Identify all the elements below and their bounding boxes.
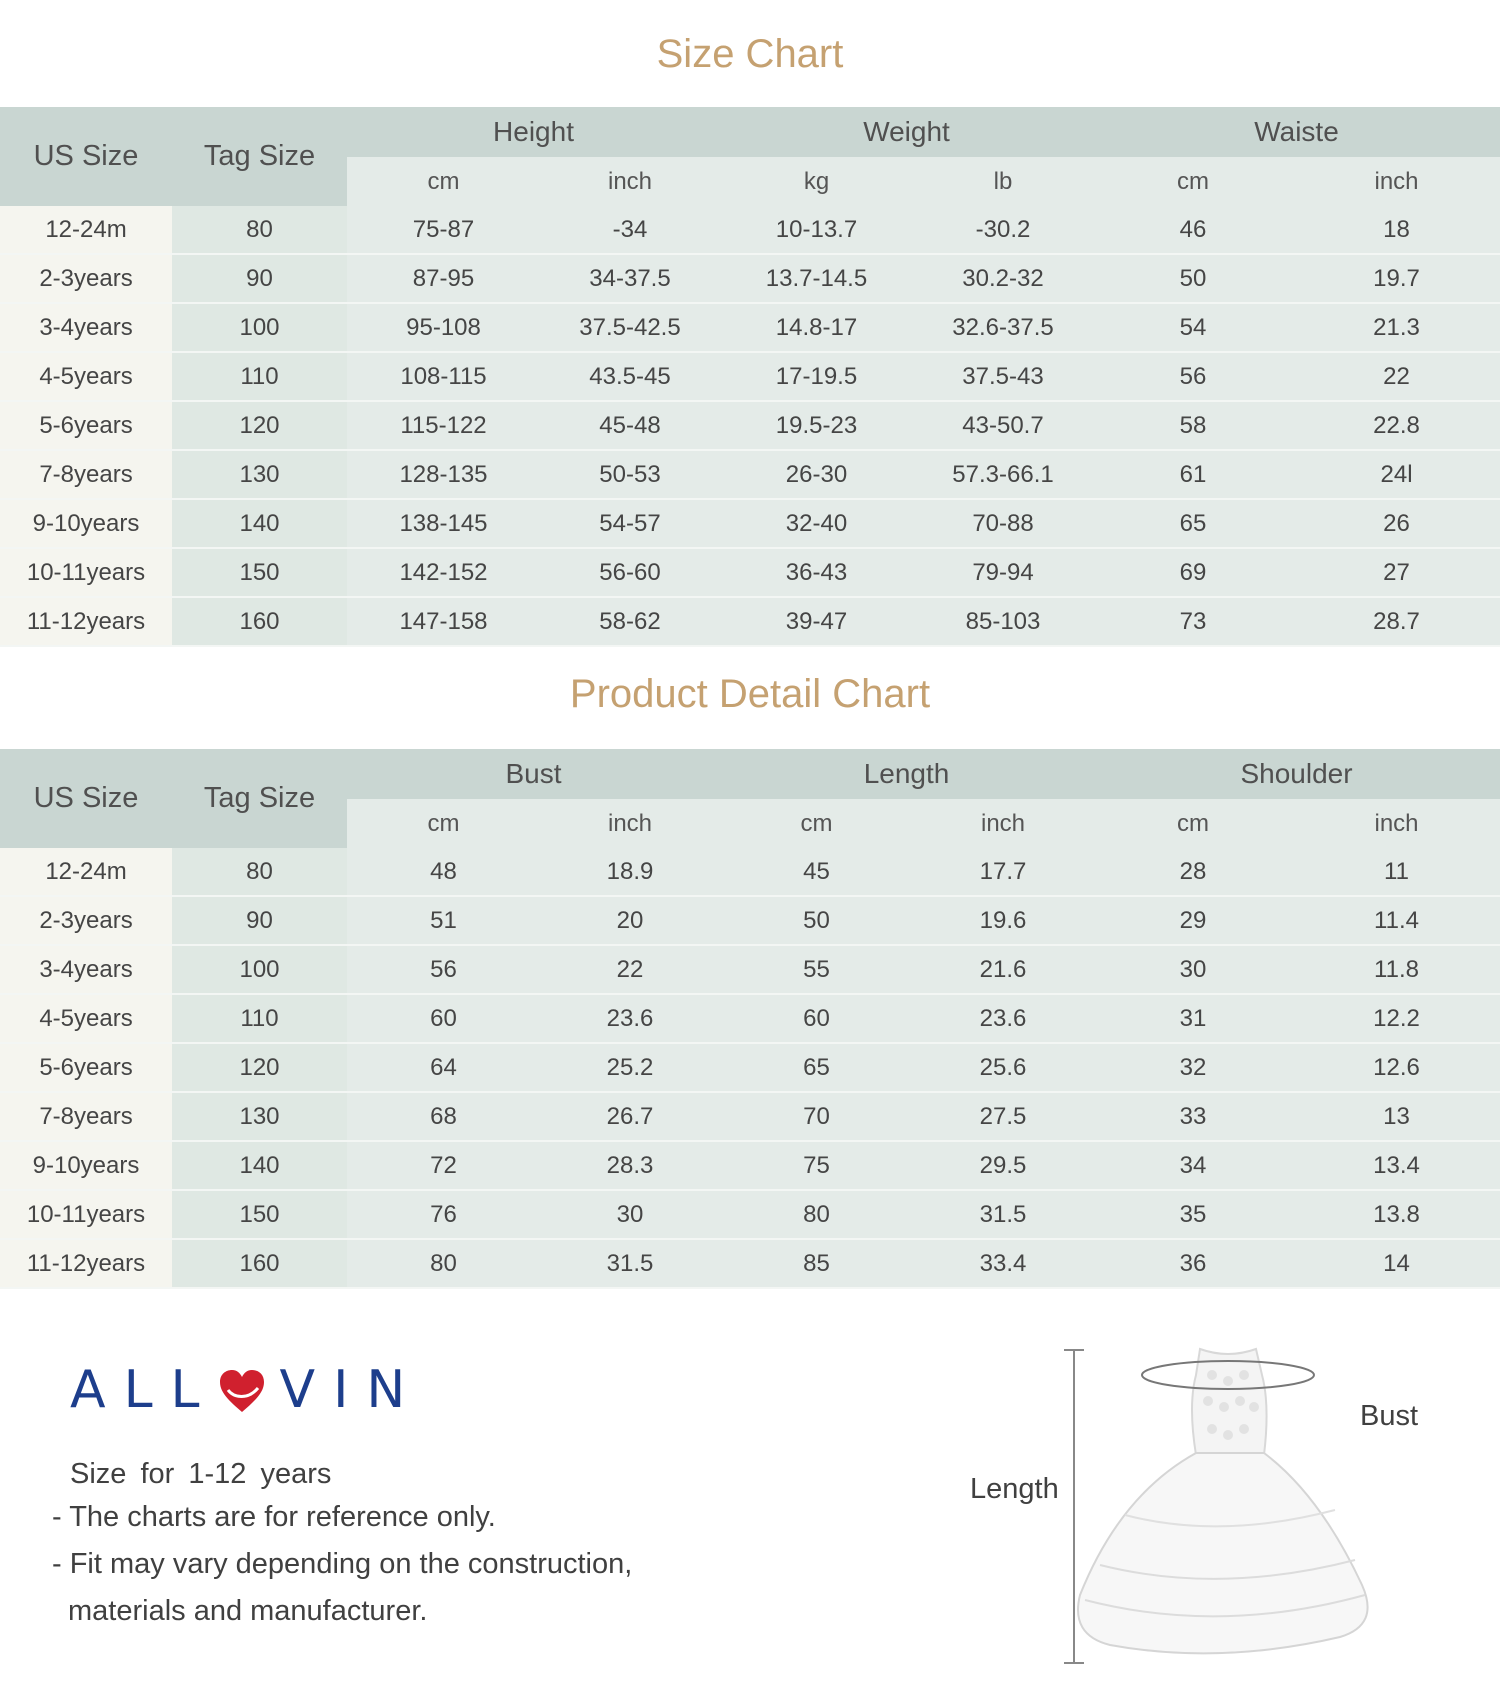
value-cell: 45 <box>720 848 913 896</box>
value-cell: 79-94 <box>913 548 1093 597</box>
table-row <box>0 499 1500 548</box>
us-size-header: US Size <box>0 107 172 206</box>
value-cell: 54-57 <box>540 499 720 548</box>
height-header: Height <box>347 107 720 157</box>
value-cell: 17-19.5 <box>720 352 913 401</box>
tag-size-cell: 120 <box>172 401 347 450</box>
value-cell: 147-158 <box>347 597 540 646</box>
value-cell: 73 <box>1093 597 1293 646</box>
fit-note: - Fit may vary depending on the construction, <box>52 1548 633 1580</box>
value-cell: 28 <box>1093 848 1293 896</box>
value-cell: 128-135 <box>347 450 540 499</box>
us-size-cell: 4-5years <box>0 352 172 401</box>
value-cell: 17.7 <box>913 848 1093 896</box>
table-row <box>0 1239 1500 1288</box>
size-chart-table <box>0 107 1500 647</box>
table-row <box>0 206 1500 254</box>
tag-size-cell: 100 <box>172 303 347 352</box>
us-size-cell: 3-4years <box>0 303 172 352</box>
value-cell: 27 <box>1293 548 1500 597</box>
us-size-cell: 11-12years <box>0 1239 172 1288</box>
product-detail-table <box>0 749 1500 1289</box>
value-cell: 60 <box>347 994 540 1043</box>
unit-header: kg <box>720 157 913 206</box>
value-cell: -30.2 <box>913 206 1093 254</box>
value-cell: 80 <box>347 1239 540 1288</box>
value-cell: 13.8 <box>1293 1190 1500 1239</box>
value-cell: 65 <box>720 1043 913 1092</box>
table-row <box>0 548 1500 597</box>
value-cell: 11.4 <box>1293 896 1500 945</box>
value-cell: 58-62 <box>540 597 720 646</box>
value-cell: 33.4 <box>913 1239 1093 1288</box>
tag-size-cell: 140 <box>172 499 347 548</box>
value-cell: 70 <box>720 1092 913 1141</box>
value-cell: 115-122 <box>347 401 540 450</box>
value-cell: 28.3 <box>540 1141 720 1190</box>
unit-header: inch <box>1293 157 1500 206</box>
value-cell: 31.5 <box>540 1239 720 1288</box>
value-cell: 30 <box>1093 945 1293 994</box>
value-cell: 75-87 <box>347 206 540 254</box>
heart-icon <box>218 1367 266 1413</box>
value-cell: 60 <box>720 994 913 1043</box>
us-size-cell: 4-5years <box>0 994 172 1043</box>
value-cell: 56-60 <box>540 548 720 597</box>
value-cell: 32.6-37.5 <box>913 303 1093 352</box>
value-cell: 48 <box>347 848 540 896</box>
tag-size-cell: 120 <box>172 1043 347 1092</box>
value-cell: 11 <box>1293 848 1500 896</box>
tag-size-header: Tag Size <box>172 749 347 848</box>
size-chart-title: Size Chart <box>656 32 844 76</box>
us-size-cell: 9-10years <box>0 499 172 548</box>
us-size-cell: 7-8years <box>0 450 172 499</box>
table-row <box>0 848 1500 896</box>
value-cell: 39-47 <box>720 597 913 646</box>
value-cell: 31 <box>1093 994 1293 1043</box>
value-cell: 27.5 <box>913 1092 1093 1141</box>
value-cell: 29.5 <box>913 1141 1093 1190</box>
us-size-cell: 11-12years <box>0 597 172 646</box>
table-row <box>0 303 1500 352</box>
value-cell: 14 <box>1293 1239 1500 1288</box>
us-size-cell: 2-3years <box>0 896 172 945</box>
value-cell: 68 <box>347 1092 540 1141</box>
value-cell: 69 <box>1093 548 1293 597</box>
size-notes <box>52 1458 632 1642</box>
value-cell: 64 <box>347 1043 540 1092</box>
value-cell: 95-108 <box>347 303 540 352</box>
value-cell: 72 <box>347 1141 540 1190</box>
value-cell: 26.7 <box>540 1092 720 1141</box>
value-cell: 13.4 <box>1293 1141 1500 1190</box>
value-cell: 58 <box>1093 401 1293 450</box>
value-cell: 76 <box>347 1190 540 1239</box>
value-cell: 142-152 <box>347 548 540 597</box>
tag-size-cell: 110 <box>172 352 347 401</box>
allovin-logo <box>70 1360 423 1420</box>
value-cell: 23.6 <box>540 994 720 1043</box>
value-cell: 65 <box>1093 499 1293 548</box>
value-cell: 75 <box>720 1141 913 1190</box>
unit-header: cm <box>347 799 540 848</box>
value-cell: 21.6 <box>913 945 1093 994</box>
value-cell: 21.3 <box>1293 303 1500 352</box>
reference-note: - The charts are for reference only. <box>52 1501 496 1533</box>
us-size-cell: 12-24m <box>0 848 172 896</box>
value-cell: 30.2-32 <box>913 254 1093 303</box>
table-row <box>0 254 1500 303</box>
unit-header: cm <box>1093 799 1293 848</box>
value-cell: 18.9 <box>540 848 720 896</box>
value-cell: 34-37.5 <box>540 254 720 303</box>
value-cell: 25.2 <box>540 1043 720 1092</box>
shoulder-header: Shoulder <box>1093 749 1500 799</box>
value-cell: 37.5-42.5 <box>540 303 720 352</box>
value-cell: 56 <box>1093 352 1293 401</box>
value-cell: 20 <box>540 896 720 945</box>
value-cell: 30 <box>540 1190 720 1239</box>
value-cell: 10-13.7 <box>720 206 913 254</box>
value-cell: 22 <box>540 945 720 994</box>
unit-header: cm <box>720 799 913 848</box>
value-cell: 87-95 <box>347 254 540 303</box>
value-cell: 61 <box>1093 450 1293 499</box>
table-row <box>0 1141 1500 1190</box>
size-range-note: Size for 1-12 years <box>70 1458 332 1490</box>
logo-text-left: ALL <box>70 1360 218 1420</box>
unit-header: inch <box>540 157 720 206</box>
value-cell: 34 <box>1093 1141 1293 1190</box>
us-size-header: US Size <box>0 749 172 848</box>
value-cell: -34 <box>540 206 720 254</box>
bust-label: Bust <box>1360 1400 1419 1432</box>
value-cell: 19.5-23 <box>720 401 913 450</box>
value-cell: 28.7 <box>1293 597 1500 646</box>
value-cell: 50 <box>720 896 913 945</box>
value-cell: 50-53 <box>540 450 720 499</box>
value-cell: 54 <box>1093 303 1293 352</box>
length-label: Length <box>970 1473 1059 1505</box>
us-size-cell: 5-6years <box>0 1043 172 1092</box>
value-cell: 25.6 <box>913 1043 1093 1092</box>
table-row <box>0 597 1500 646</box>
bust-header: Bust <box>347 749 720 799</box>
value-cell: 37.5-43 <box>913 352 1093 401</box>
unit-header: cm <box>1093 157 1293 206</box>
value-cell: 12.2 <box>1293 994 1500 1043</box>
value-cell: 32-40 <box>720 499 913 548</box>
value-cell: 46 <box>1093 206 1293 254</box>
value-cell: 85-103 <box>913 597 1093 646</box>
weight-header: Weight <box>720 107 1093 157</box>
us-size-cell: 10-11years <box>0 1190 172 1239</box>
us-size-cell: 7-8years <box>0 1092 172 1141</box>
tag-size-cell: 140 <box>172 1141 347 1190</box>
value-cell: 24l <box>1293 450 1500 499</box>
value-cell: 31.5 <box>913 1190 1093 1239</box>
table-row <box>0 1043 1500 1092</box>
unit-header: cm <box>347 157 540 206</box>
tag-size-cell: 80 <box>172 206 347 254</box>
tag-size-cell: 150 <box>172 548 347 597</box>
unit-header: inch <box>540 799 720 848</box>
value-cell: 70-88 <box>913 499 1093 548</box>
table-row <box>0 1092 1500 1141</box>
value-cell: 108-115 <box>347 352 540 401</box>
value-cell: 43.5-45 <box>540 352 720 401</box>
value-cell: 14.8-17 <box>720 303 913 352</box>
product-detail-chart-title: Product Detail Chart <box>569 672 931 716</box>
tag-size-cell: 90 <box>172 254 347 303</box>
tag-size-cell: 150 <box>172 1190 347 1239</box>
value-cell: 11.8 <box>1293 945 1500 994</box>
value-cell: 29 <box>1093 896 1293 945</box>
us-size-cell: 10-11years <box>0 548 172 597</box>
us-size-cell: 2-3years <box>0 254 172 303</box>
value-cell: 33 <box>1093 1092 1293 1141</box>
value-cell: 45-48 <box>540 401 720 450</box>
value-cell: 85 <box>720 1239 913 1288</box>
table-row <box>0 945 1500 994</box>
value-cell: 18 <box>1293 206 1500 254</box>
value-cell: 19.6 <box>913 896 1093 945</box>
unit-header: inch <box>1293 799 1500 848</box>
value-cell: 80 <box>720 1190 913 1239</box>
value-cell: 50 <box>1093 254 1293 303</box>
value-cell: 138-145 <box>347 499 540 548</box>
table-row <box>0 994 1500 1043</box>
value-cell: 12.6 <box>1293 1043 1500 1092</box>
fit-note-continued: materials and manufacturer. <box>68 1595 428 1627</box>
value-cell: 43-50.7 <box>913 401 1093 450</box>
value-cell: 35 <box>1093 1190 1293 1239</box>
waiste-header: Waiste <box>1093 107 1500 157</box>
table-row <box>0 352 1500 401</box>
unit-header: inch <box>913 799 1093 848</box>
tag-size-cell: 130 <box>172 1092 347 1141</box>
value-cell: 22 <box>1293 352 1500 401</box>
tag-size-cell: 160 <box>172 1239 347 1288</box>
value-cell: 13.7-14.5 <box>720 254 913 303</box>
value-cell: 19.7 <box>1293 254 1500 303</box>
value-cell: 55 <box>720 945 913 994</box>
dress-measurement-diagram <box>960 1345 1440 1680</box>
tag-size-header: Tag Size <box>172 107 347 206</box>
value-cell: 26 <box>1293 499 1500 548</box>
value-cell: 13 <box>1293 1092 1500 1141</box>
table-row <box>0 896 1500 945</box>
us-size-cell: 3-4years <box>0 945 172 994</box>
table-row <box>0 450 1500 499</box>
value-cell: 36-43 <box>720 548 913 597</box>
value-cell: 26-30 <box>720 450 913 499</box>
value-cell: 22.8 <box>1293 401 1500 450</box>
value-cell: 36 <box>1093 1239 1293 1288</box>
us-size-cell: 12-24m <box>0 206 172 254</box>
tag-size-cell: 80 <box>172 848 347 896</box>
tag-size-cell: 160 <box>172 597 347 646</box>
tag-size-cell: 130 <box>172 450 347 499</box>
table-row <box>0 1190 1500 1239</box>
tag-size-cell: 110 <box>172 994 347 1043</box>
tag-size-cell: 90 <box>172 896 347 945</box>
value-cell: 57.3-66.1 <box>913 450 1093 499</box>
unit-header: lb <box>913 157 1093 206</box>
tag-size-cell: 100 <box>172 945 347 994</box>
us-size-cell: 9-10years <box>0 1141 172 1190</box>
value-cell: 51 <box>347 896 540 945</box>
table-row <box>0 401 1500 450</box>
value-cell: 23.6 <box>913 994 1093 1043</box>
length-header: Length <box>720 749 1093 799</box>
value-cell: 32 <box>1093 1043 1293 1092</box>
us-size-cell: 5-6years <box>0 401 172 450</box>
dress-illustration <box>960 1345 1440 1680</box>
logo-text-right: VIN <box>279 1360 424 1420</box>
value-cell: 56 <box>347 945 540 994</box>
